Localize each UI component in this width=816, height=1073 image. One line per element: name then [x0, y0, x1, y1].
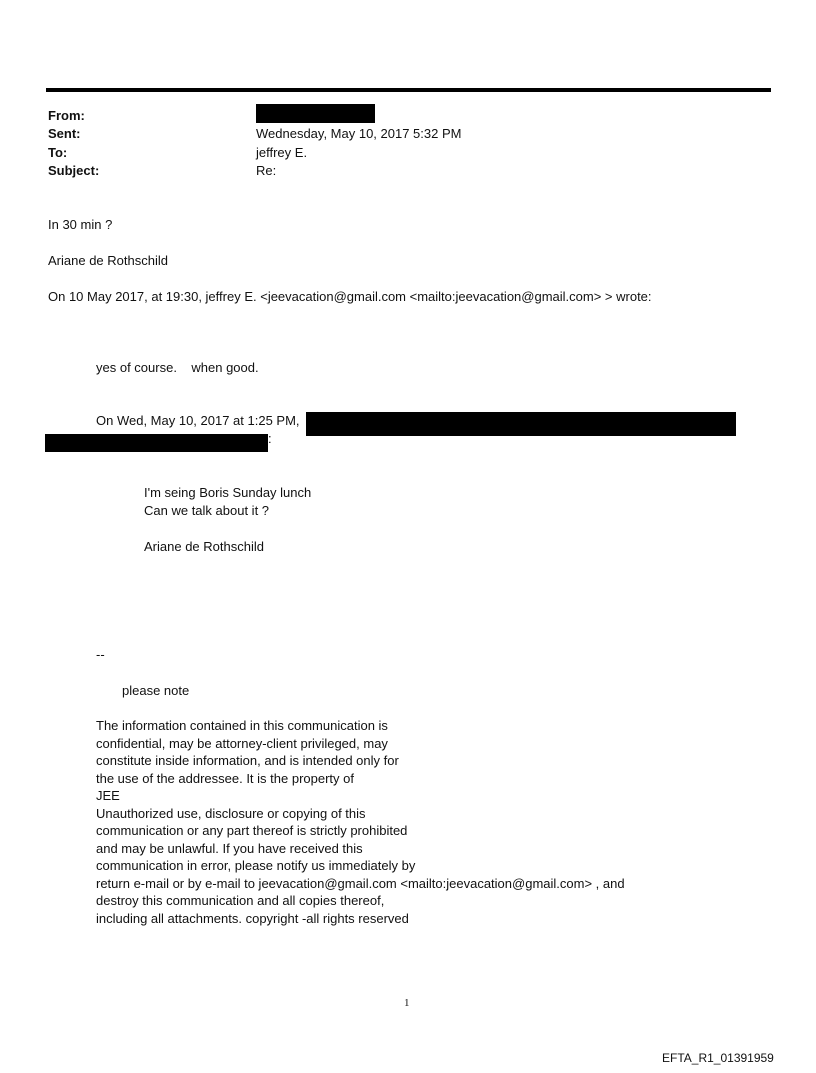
- disclaimer-line: and may be unlawful. If you have received this: [96, 841, 363, 856]
- disclaimer-line: Unauthorized use, disclosure or copying of this: [96, 806, 366, 821]
- reply-quote-intro: On Wed, May 10, 2017 at 1:25 PM,: [96, 413, 300, 428]
- quote-colon: :: [268, 431, 272, 446]
- sender-redaction: [306, 412, 736, 436]
- disclaimer-line: return e-mail or by e-mail to jeevacation@gmail.com <mailto:jeevacation@gmail.com> , and: [96, 876, 625, 891]
- disclaimer-line: destroy this communication and all copies thereof,: [96, 893, 385, 908]
- to-label: To:: [48, 145, 68, 160]
- subject-label: Subject:: [48, 163, 100, 178]
- disclaimer-line: constitute inside information, and is intended only for: [96, 753, 399, 768]
- reply2-line1: I'm seing Boris Sunday lunch: [144, 485, 312, 500]
- sender-email-redaction: [45, 434, 268, 452]
- please-note: please note: [122, 683, 190, 698]
- document-id: EFTA_R1_01391959: [662, 1051, 774, 1065]
- disclaimer-line: the use of the addressee. It is the property of: [96, 771, 354, 786]
- subject-value: Re:: [256, 163, 277, 178]
- reply2-signature: Ariane de Rothschild: [144, 539, 264, 554]
- disclaimer-line: communication or any part thereof is strictly prohibited: [96, 823, 408, 838]
- message-signature: Ariane de Rothschild: [48, 253, 168, 268]
- message-line: In 30 min ?: [48, 217, 113, 232]
- disclaimer-line: confidential, may be attorney-client privileged, may: [96, 736, 388, 751]
- signature-separator: --: [96, 647, 105, 662]
- disclaimer-line: including all attachments. copyright -all rights reserved: [96, 911, 409, 926]
- reply2-line2: Can we talk about it ?: [144, 503, 270, 518]
- reply-text: yes of course. when good.: [96, 360, 259, 375]
- header-rule: [46, 88, 771, 92]
- to-value: jeffrey E.: [256, 145, 308, 160]
- disclaimer-line: JEE: [96, 788, 120, 803]
- sent-value: Wednesday, May 10, 2017 5:32 PM: [256, 126, 462, 141]
- sent-label: Sent:: [48, 126, 81, 141]
- from-value-redaction: [256, 104, 375, 123]
- disclaimer-line: The information contained in this communication is: [96, 718, 388, 733]
- quote-intro: On 10 May 2017, at 19:30, jeffrey E. <jeevacation@gmail.com <mailto:jeevacation@gmail.com> > wrote:: [48, 289, 652, 304]
- disclaimer-line: communication in error, please notify us immediately by: [96, 858, 416, 873]
- page-number: 1: [404, 997, 410, 1009]
- from-label: From:: [48, 108, 85, 123]
